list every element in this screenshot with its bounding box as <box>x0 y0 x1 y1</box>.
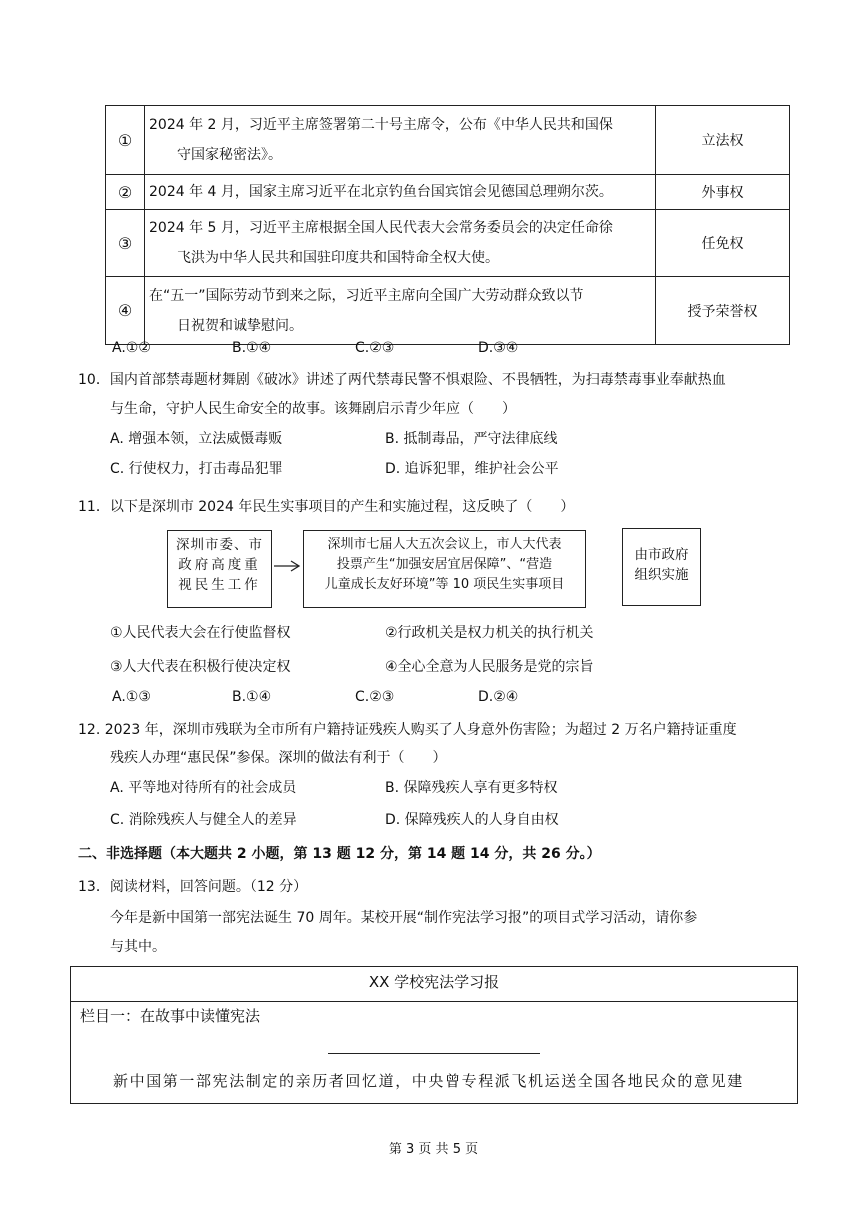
q10-option-b[interactable]: B. 抵制毒品，严守法律底线 <box>385 431 558 447</box>
event-line: 飞洪为中华人民共和国驻印度共和国特命全权大使。 <box>177 250 499 266</box>
column-heading: 栏目一：在故事中读懂宪法 <box>80 1007 261 1025</box>
flow-box-1 <box>167 530 272 608</box>
flow-box-line: 政府高度重 <box>178 557 261 573</box>
q10-stem: 与生命，守护人民生命安全的故事。该舞剧启示青少年应（ ） <box>110 401 516 417</box>
row-number: ③ <box>106 210 145 277</box>
q10-stem: 10．国内首部禁毒题材舞剧《破冰》讲述了两代禁毒民警不惧艰险、不畏牺牲，为扫毒禁毒事业奉献热血 <box>78 372 726 388</box>
power-cell: 立法权 <box>656 106 790 175</box>
q11-statement: ①人民代表大会在行使监督权 <box>110 625 291 641</box>
answer-blank[interactable] <box>328 1053 540 1054</box>
q12-option-c[interactable]: C. 消除残疾人与健全人的差异 <box>110 812 297 828</box>
q12-stem: 12. 2023 年，深圳市残联为全市所有户籍持证残疾人购买了人身意外伤害险；为超过 2 万名户籍持证重度 <box>78 722 737 738</box>
flow-box-3 <box>622 528 701 606</box>
q9-table <box>105 105 790 345</box>
q13-stem: 13．阅读材料，回答问题。（12 分） <box>78 879 308 895</box>
story-text: 新中国第一部宪法制定的亲历者回忆道，中央曾专程派飞机运送全国各地民众的意见建 <box>113 1072 744 1090</box>
flow-box-line: 投票产生“加强安居宜居保障”、“营造 <box>336 557 553 572</box>
flow-box-line: 由市政府 <box>634 547 689 563</box>
q13-intro: 与其中。 <box>110 939 166 955</box>
event-text <box>145 277 656 345</box>
section-heading: 二、非选择题（本大题共 2 小题，第 13 题 12 分，第 14 题 14 分，共 26 分。） <box>78 846 601 862</box>
row-number: ① <box>106 106 145 175</box>
q12-stem: 残疾人办理“惠民保”参保。深圳的做法有利于（ ） <box>110 750 447 766</box>
study-newspaper <box>70 966 798 1104</box>
q9-option-b[interactable]: B.①④ <box>232 340 272 356</box>
q11-stem: 11．以下是深圳市 2024 年民生实事项目的产生和实施过程，这反映了（ ） <box>78 499 575 515</box>
table-row <box>106 277 790 345</box>
event-text <box>145 175 656 210</box>
power-cell: 授予荣誉权 <box>656 277 790 345</box>
q9-option-d[interactable]: D.③④ <box>478 340 519 356</box>
q11-option-a[interactable]: A.①③ <box>112 689 151 705</box>
event-line: 在“五一”国际劳动节到来之际，习近平主席向全国广大劳动群众致以节 <box>149 287 584 304</box>
event-line: 2024 年 2 月，习近平主席签署第二十号主席令，公布《中华人民共和国保 <box>149 117 613 133</box>
q9-option-c[interactable]: C.②③ <box>355 340 395 356</box>
q11-statement: ②行政机关是权力机关的执行机关 <box>385 625 594 641</box>
q11-option-c[interactable]: C.②③ <box>355 689 395 705</box>
q9-option-a[interactable]: A.①② <box>112 340 151 356</box>
q10-option-a[interactable]: A. 增强本领，立法威慑毒贩 <box>110 431 283 447</box>
q11-option-b[interactable]: B.①④ <box>232 689 272 705</box>
q10-option-d[interactable]: D. 追诉犯罪，维护社会公平 <box>385 461 559 477</box>
q12-option-b[interactable]: B. 保障残疾人享有更多特权 <box>385 780 558 796</box>
event-line: 2024 年 5 月，习近平主席根据全国人民代表大会常务委员会的决定任命徐 <box>149 220 613 236</box>
flow-box-line: 深圳市委、市 <box>176 537 263 553</box>
q11-statement: ③人大代表在积极行使决定权 <box>110 659 291 675</box>
table-row <box>106 106 790 175</box>
event-text <box>145 210 656 277</box>
flow-box-line: 视民生工作 <box>178 577 261 593</box>
flow-box-line: 深圳市七届人大五次会议上，市人大代表 <box>327 537 562 552</box>
power-cell: 外事权 <box>656 175 790 210</box>
flow-box-line: 组织实施 <box>634 567 689 583</box>
q13-intro: 今年是新中国第一部宪法诞生 70 周年。某校开展“制作宪法学习报”的项目式学习活动，请你参 <box>110 910 698 926</box>
q12-option-a[interactable]: A. 平等地对待所有的社会成员 <box>110 780 297 796</box>
table-row <box>106 210 790 277</box>
flow-box-line: 儿童成长友好环境”等 10 项民生实事项目 <box>324 577 565 592</box>
q10-option-c[interactable]: C. 行使权力，打击毒品犯罪 <box>110 461 283 477</box>
newspaper-title: XX 学校宪法学习报 <box>71 967 797 1002</box>
q12-option-d[interactable]: D. 保障残疾人的人身自由权 <box>385 812 559 828</box>
event-line: 守国家秘密法》。 <box>177 147 282 163</box>
q11-statement: ④全心全意为人民服务是党的宗旨 <box>385 659 594 675</box>
arrow-icon <box>272 558 302 574</box>
event-line: 日祝贺和诚挚慰问。 <box>177 317 303 334</box>
row-number: ② <box>106 175 145 210</box>
q11-option-d[interactable]: D.②④ <box>478 689 519 705</box>
event-line: 2024 年 4 月，国家主席习近平在北京钓鱼台国宾馆会见德国总理朔尔茨。 <box>149 184 613 200</box>
flow-box-2 <box>303 530 586 608</box>
event-text <box>145 106 656 175</box>
power-cell: 任免权 <box>656 210 790 277</box>
table-row <box>106 175 790 210</box>
row-number: ④ <box>106 277 145 345</box>
page-footer: 第 3 页 共 5 页 <box>388 1142 479 1157</box>
